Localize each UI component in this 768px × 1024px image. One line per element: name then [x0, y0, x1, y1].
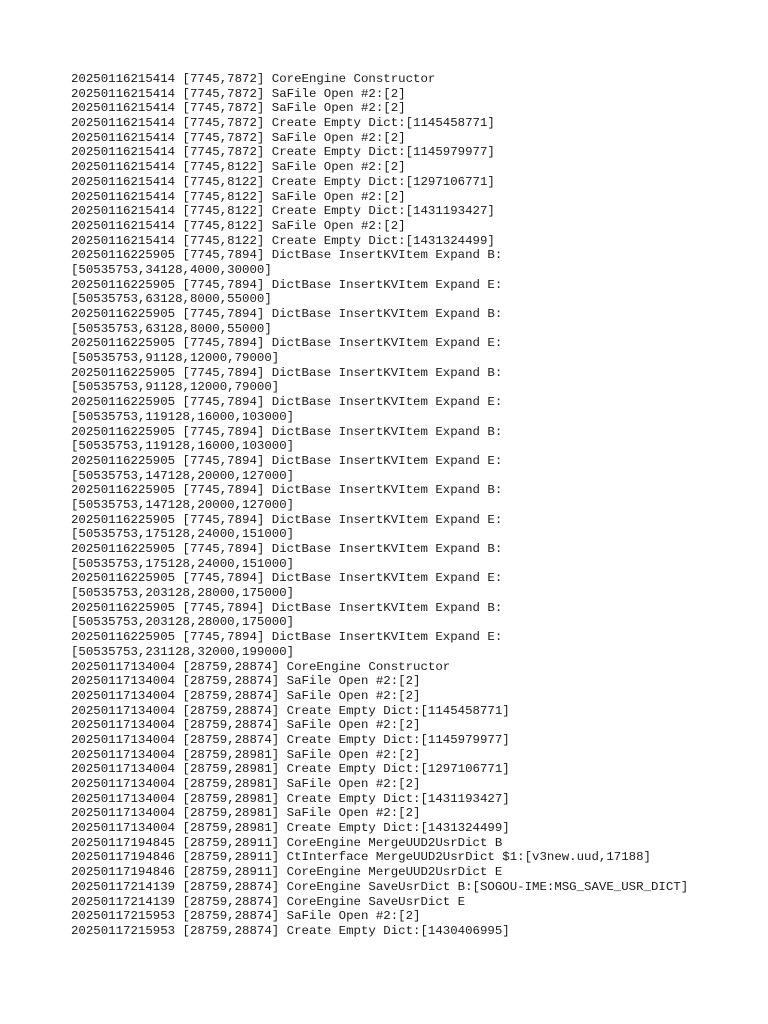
log-line: 20250117134004 [28759,28981] Create Empty Dict:[1431324499]	[71, 821, 510, 836]
log-line: [50535753,63128,8000,55000]	[71, 292, 272, 307]
log-line: 20250116215414 [7745,8122] Create Empty Dict:[1431193427]	[71, 204, 495, 219]
log-line: 20250116215414 [7745,7872] SaFile Open #2:[2]	[71, 101, 406, 116]
log-line: 20250117134004 [28759,28981] SaFile Open #2:[2]	[71, 806, 421, 821]
log-line: [50535753,119128,16000,103000]	[71, 409, 295, 424]
log-line: 20250116225905 [7745,7894] DictBase InsertKVItem Expand E:	[71, 630, 503, 645]
log-line: 20250116215414 [7745,8122] SaFile Open #2:[2]	[71, 160, 406, 175]
log-line: 20250116215414 [7745,7872] SaFile Open #2:[2]	[71, 130, 406, 145]
log-line: 20250116225905 [7745,7894] DictBase InsertKVItem Expand B:	[71, 483, 503, 498]
log-line: 20250116225905 [7745,7894] DictBase InsertKVItem Expand B:	[71, 365, 503, 380]
log-text-view	[71, 72, 751, 939]
log-line: [50535753,203128,28000,175000]	[71, 586, 295, 601]
log-line: 20250117134004 [28759,28874] CoreEngine Constructor	[71, 659, 451, 674]
log-line: 20250116215414 [7745,8122] Create Empty Dict:[1431324499]	[71, 233, 495, 248]
log-line: 20250117215953 [28759,28874] SaFile Open #2:[2]	[71, 909, 421, 924]
log-line: 20250117214139 [28759,28874] CoreEngine SaveUsrDict E	[71, 894, 466, 909]
log-line: [50535753,63128,8000,55000]	[71, 321, 272, 336]
log-line: [50535753,34128,4000,30000]	[71, 262, 272, 277]
log-line: 20250116215414 [7745,7872] SaFile Open #2:[2]	[71, 86, 406, 101]
log-line: 20250116215414 [7745,8122] SaFile Open #2:[2]	[71, 218, 406, 233]
log-line: [50535753,231128,32000,199000]	[71, 644, 295, 659]
log-line: 20250116225905 [7745,7894] DictBase InsertKVItem Expand E:	[71, 277, 503, 292]
log-line: 20250116225905 [7745,7894] DictBase InsertKVItem Expand B:	[71, 307, 503, 321]
log-line: 20250116215414 [7745,8122] Create Empty Dict:[1297106771]	[71, 174, 495, 189]
log-line: [50535753,175128,24000,151000]	[71, 556, 295, 571]
log-line: 20250116215414 [7745,7872] Create Empty Dict:[1145458771]	[71, 116, 495, 131]
log-line: 20250117134004 [28759,28874] Create Empty Dict:[1145979977]	[71, 732, 510, 747]
log-line: [50535753,175128,24000,151000]	[71, 527, 295, 542]
log-line: 20250116215414 [7745,7872] Create Empty Dict:[1145979977]	[71, 145, 495, 160]
log-line: 20250116225905 [7745,7894] DictBase InsertKVItem Expand B:	[71, 424, 503, 439]
log-line: 20250117194845 [28759,28911] CoreEngine MergeUUD2UsrDict B	[71, 835, 503, 850]
log-line: [50535753,203128,28000,175000]	[71, 615, 295, 630]
log-line: 20250116225905 [7745,7894] DictBase InsertKVItem Expand E:	[71, 571, 503, 586]
log-line: 20250117134004 [28759,28874] Create Empty Dict:[1145458771]	[71, 703, 510, 718]
log-line: 20250117194846 [28759,28911] CtInterface MergeUUD2UsrDict $1:[v3new.uud,17188]	[71, 850, 651, 865]
log-line: 20250117134004 [28759,28981] SaFile Open #2:[2]	[71, 777, 421, 791]
log-line: 20250117134004 [28759,28874] SaFile Open #2:[2]	[71, 718, 421, 733]
log-line: [50535753,147128,20000,127000]	[71, 497, 295, 512]
log-line: [50535753,147128,20000,127000]	[71, 468, 295, 483]
log-line: 20250117134004 [28759,28981] Create Empty Dict:[1431193427]	[71, 791, 510, 806]
log-line: 20250117134004 [28759,28981] Create Empty Dict:[1297106771]	[71, 762, 510, 777]
log-line: 20250116225905 [7745,7894] DictBase InsertKVItem Expand B:	[71, 248, 503, 263]
log-line: [50535753,91128,12000,79000]	[71, 380, 280, 395]
log-line: 20250116225905 [7745,7894] DictBase InsertKVItem Expand E:	[71, 395, 503, 410]
log-line: 20250116215414 [7745,8122] SaFile Open #2:[2]	[71, 189, 406, 204]
log-line: 20250117134004 [28759,28981] SaFile Open #2:[2]	[71, 747, 421, 762]
log-line: 20250116225905 [7745,7894] DictBase InsertKVItem Expand B:	[71, 600, 503, 615]
log-line: 20250116225905 [7745,7894] DictBase InsertKVItem Expand E:	[71, 336, 503, 351]
log-line: 20250117194846 [28759,28911] CoreEngine MergeUUD2UsrDict E	[71, 865, 503, 880]
log-line: 20250117215953 [28759,28874] Create Empty Dict:[1430406995]	[71, 923, 510, 938]
log-line: 20250117134004 [28759,28874] SaFile Open #2:[2]	[71, 674, 421, 689]
log-line: 20250116225905 [7745,7894] DictBase InsertKVItem Expand E:	[71, 453, 503, 468]
log-line: 20250116225905 [7745,7894] DictBase InsertKVItem Expand B:	[71, 542, 503, 556]
log-line: 20250116225905 [7745,7894] DictBase InsertKVItem Expand E:	[71, 512, 503, 527]
log-line: [50535753,119128,16000,103000]	[71, 439, 295, 454]
log-line: 20250117214139 [28759,28874] CoreEngine SaveUsrDict B:[SOGOU-IME:MSG_SAVE_USR_DICT]	[71, 879, 689, 894]
log-line: 20250117134004 [28759,28874] SaFile Open #2:[2]	[71, 688, 421, 703]
log-line: 20250116215414 [7745,7872] CoreEngine Constructor	[71, 72, 436, 86]
log-line: [50535753,91128,12000,79000]	[71, 351, 280, 366]
